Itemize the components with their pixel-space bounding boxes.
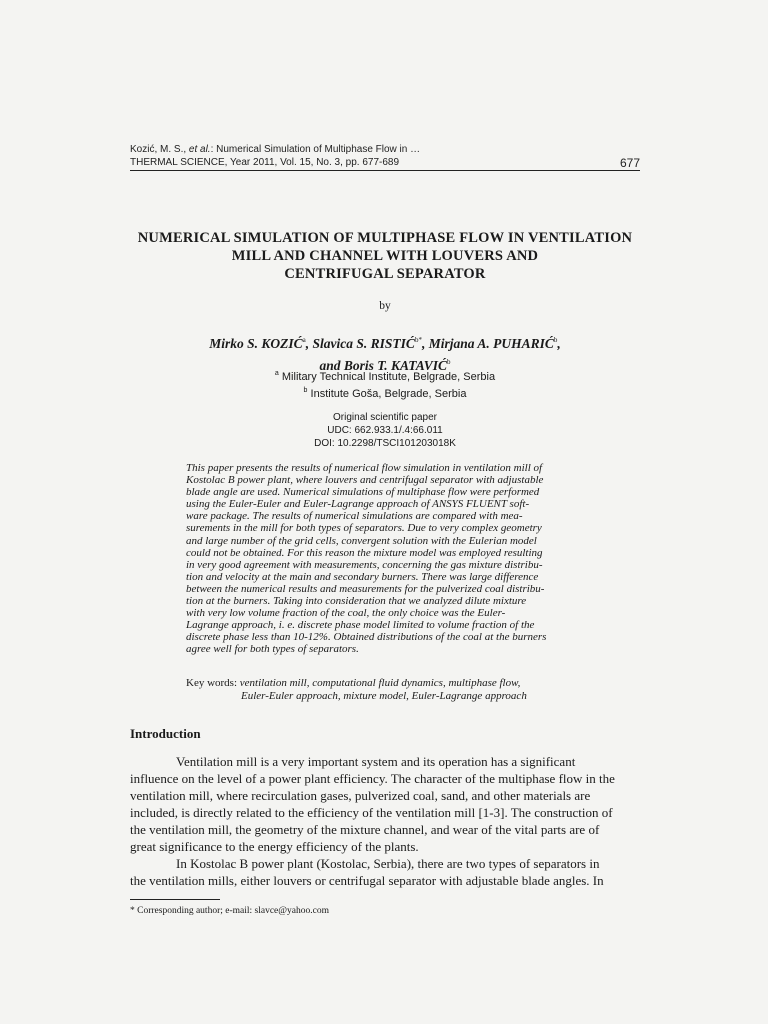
doi: DOI: 10.2298/TSCI101203018K	[314, 438, 456, 449]
section-body	[130, 753, 640, 889]
header-divider	[130, 170, 640, 171]
title-line: MILL AND CHANNEL WITH LOUVERS AND	[231, 248, 539, 264]
page-number: 677	[619, 156, 640, 170]
abstract-line: could not be obtained. For this reason the mixture model was employed resulting	[186, 546, 543, 559]
abstract-line: using the Euler-Euler and Euler-Lagrange approach of ANSYS FLUENT soft-	[186, 498, 530, 511]
body-line: the ventilation mills, either louvers or centrifugal separator with adjustable blade angles. In	[130, 873, 604, 888]
keywords-label: Key words:	[186, 677, 240, 689]
keywords-line: ventilation mill, computational fluid dynamics, multiphase flow,	[239, 677, 521, 689]
paper-title	[130, 229, 640, 283]
footnote-divider	[130, 899, 220, 900]
author-affil-mark: b	[553, 336, 558, 344]
abstract-line: and large number of the grid cells, convergent solution with the Eulerian model	[186, 534, 537, 547]
footnote: * Corresponding author; e-mail: slavce@yahoo.com	[130, 906, 329, 916]
abstract-line: ware package. The results of numerical simulations are compared with mea-	[186, 510, 523, 523]
by-label: by	[379, 300, 391, 312]
title-line: CENTRIFUGAL SEPARATOR	[284, 266, 486, 282]
citation-authors: Kozić, M. S.,	[130, 144, 189, 155]
affiliation-a: Military Technical Institute, Belgrade, Serbia	[281, 371, 496, 383]
body-line: included, is directly related to the efficiency of the ventilation mill [1-3]. The construction of	[130, 805, 613, 820]
abstract-line: This paper presents the results of numerical flow simulation in ventilation mill of	[186, 462, 543, 474]
author-name: Mirjana A. PUHARIĆ	[428, 336, 554, 351]
author-name: Slavica S. RISTIĆ	[312, 336, 415, 351]
running-header	[130, 143, 640, 169]
abstract-line: between the numerical results and measurements for the pulverized coal distribu-	[186, 582, 545, 595]
abstract-line: tion and velocity at the main and secondary burners. There was large difference	[186, 570, 539, 583]
author-name: Mirko S. KOZIĆ	[209, 336, 303, 351]
affil-mark: b	[303, 387, 308, 394]
citation-etal: et al.	[188, 144, 211, 155]
abstract-line: Kostolac B power plant, where louvers and centrifugal separator with adjustable	[186, 474, 544, 487]
abstract	[186, 462, 586, 656]
author-name: and Boris T. KATAVIĆ	[319, 358, 448, 373]
abstract-line: discrete phase less than 10-12%. Obtained distributions of the coal at the burners	[186, 631, 547, 644]
author-list: Mirko S. KOZIĆ$^a$, Slavica S. $RISTIĆ^{b*}$, Mirjana A. PUHARIĆ$^b$, and Boris T. KATAVIĆ$^b$	[209, 336, 561, 373]
author-affil-mark: a	[302, 336, 306, 344]
abstract-line: in very good agreement with measurements, concerning the gas mixture distribu-	[186, 558, 543, 571]
affil-mark: a	[274, 370, 279, 377]
title-line: NUMERICAL SIMULATION OF MULTIPHASE FLOW IN VENTILATION	[137, 230, 633, 246]
affiliations	[130, 367, 640, 401]
paper-type: Original scientific paper	[333, 412, 437, 423]
abstract-line: Lagrange approach, i. e. discrete phase model limited to volume fraction of the	[186, 619, 535, 632]
author-affil-mark: b	[447, 358, 451, 366]
body-line: Ventilation mill is a very important system and its operation has a significant	[176, 754, 576, 769]
body-line: In Kostolac B power plant (Kostolac, Serbia), there are two types of separators in	[176, 856, 600, 871]
body-line: ventilation mill, where recirculation gases, pulverized coal, sand, and other materials are	[130, 788, 591, 803]
section-heading: Introduction	[130, 726, 201, 741]
keywords-line: Euler-Euler approach, mixture model, Euler-Lagrange approach	[241, 690, 527, 702]
body-line: influence on the level of a power plant efficiency. The character of the multiphase flow in the	[130, 771, 615, 786]
abstract-line: agree well for both types of separators.	[186, 643, 359, 656]
abstract-line: with very low volume fraction of the coal, the only choice was the Euler-	[186, 607, 506, 620]
body-line: great significance to the energy efficiency of the plants.	[130, 839, 419, 854]
keywords	[186, 677, 606, 703]
citation-title: : Numerical Simulation of Multiphase Flow in …	[210, 144, 421, 155]
header-journal: THERMAL SCIENCE, Year 2011, Vol. 15, No. 3, pp. 677-689	[130, 157, 400, 168]
abstract-line: blade angle are used. Numerical simulations of multiphase flow were performed	[186, 486, 540, 499]
udc-code: UDC: 662.933.1/.4:66.011	[327, 425, 443, 436]
header-citation	[130, 143, 640, 156]
affiliation-b: Institute Goša, Belgrade, Serbia	[310, 388, 467, 400]
paper-meta	[130, 411, 640, 450]
body-line: the ventilation mill, the geometry of the mixture channel, and wear of the vital parts are of	[130, 822, 600, 837]
abstract-line: surements in the mill for both types of separators. Due to very complex geometry	[186, 522, 542, 535]
abstract-line: tion at the burners. Taking into consideration that we analyzed dilute mixture	[186, 595, 527, 608]
author-affil-mark: b*	[414, 336, 422, 344]
